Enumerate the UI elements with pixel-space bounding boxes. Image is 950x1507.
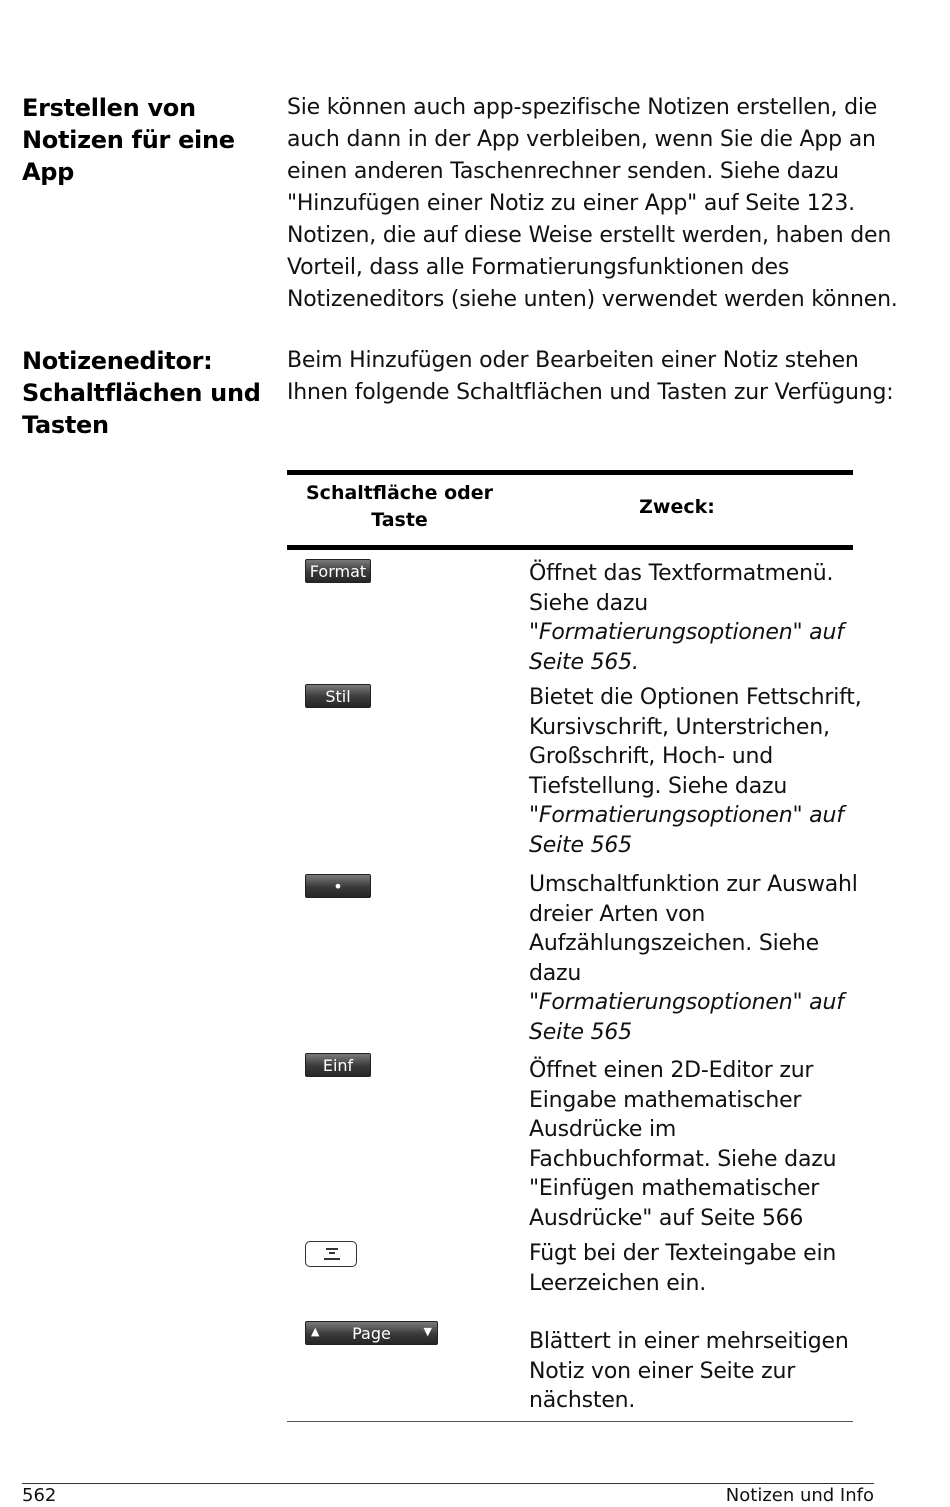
section-heading [22, 345, 272, 441]
format-key-cell [305, 559, 371, 583]
section-body [287, 92, 898, 316]
desc-link-line: Seite 565 [529, 832, 632, 858]
table-header-rule [287, 545, 853, 550]
desc-line: Öffnet das Textformatmenü. [529, 561, 834, 586]
insert-key-cell [305, 1053, 371, 1077]
body-line: Notizeneditors (siehe unten) verwendet werden können. [287, 287, 898, 312]
page-softkey[interactable] [305, 1321, 438, 1345]
body-line: Sie können auch app-spezifische Notizen erstellen, die [287, 95, 878, 120]
row-description [529, 559, 849, 677]
desc-link-line: "Formatierungsoptionen" auf [529, 620, 844, 645]
heading-line: Schaltflächen und [22, 379, 261, 407]
desc-line: Kursivschrift, Unterstrichen, [529, 714, 830, 740]
table-header-purpose: Zweck: [639, 496, 715, 518]
desc-line: Siehe dazu [529, 590, 649, 616]
style-softkey[interactable]: Stil [305, 684, 371, 708]
heading-line: Notizeneditor: [22, 347, 213, 375]
desc-line: Bietet die Optionen Fettschrift, [529, 685, 862, 710]
space-key-glyph [329, 1252, 335, 1254]
bullet-softkey[interactable]: • [305, 874, 371, 898]
page-key-cell [305, 1321, 438, 1345]
space-key-glyph [326, 1248, 338, 1250]
section-heading [22, 92, 272, 188]
desc-link-line: Seite 565 [529, 1019, 632, 1045]
row-description [529, 1239, 849, 1298]
desc-line: Umschaltfunktion zur Auswahl [529, 872, 858, 897]
page-softkey-label: Page [352, 1324, 391, 1343]
desc-line: Eingabe mathematischer [529, 1087, 802, 1113]
desc-link-line: "Formatierungsoptionen" auf [529, 803, 844, 828]
desc-line: "Einfügen mathematischer [529, 1176, 820, 1201]
format-softkey[interactable]: Format [305, 559, 371, 583]
row-description [529, 870, 858, 1047]
table-bottom-rule [287, 1421, 853, 1422]
desc-line: Fügt bei der Texteingabe ein [529, 1241, 837, 1266]
header-line: Taste [371, 509, 428, 531]
space-key[interactable] [305, 1241, 357, 1267]
heading-line: App [22, 158, 75, 186]
desc-line: Ausdrücke im [529, 1117, 677, 1142]
desc-link-line: Seite 565. [529, 649, 639, 675]
desc-line: Großschrift, Hoch- und [529, 744, 773, 769]
desc-line: Leerzeichen ein. [529, 1270, 707, 1296]
desc-line: Aufzählungszeichen. Siehe [529, 931, 819, 956]
desc-line: Notiz von einer Seite zur [529, 1358, 796, 1384]
space-key-glyph [324, 1258, 340, 1260]
desc-line: dazu [529, 960, 582, 986]
desc-line: Fachbuchformat. Siehe dazu [529, 1146, 837, 1172]
desc-link-line: "Formatierungsoptionen" auf [529, 990, 844, 1015]
row-description [529, 683, 862, 860]
header-line: Schaltfläche oder [306, 482, 493, 504]
row-description [529, 1056, 849, 1233]
body-line: einen anderen Taschenrechner senden. Siehe dazu [287, 159, 839, 184]
body-line: "Hinzufügen einer Notiz zu einer App" auf Seite 123. [287, 191, 855, 216]
footer-rule [22, 1483, 874, 1484]
desc-line: Blättert in einer mehrseitigen [529, 1329, 849, 1354]
body-line: Ihnen folgende Schaltflächen und Tasten zur Verfügung: [287, 380, 894, 405]
desc-line: Ausdrücke" auf Seite 566 [529, 1205, 804, 1231]
section-body [287, 345, 894, 409]
table-header-key [297, 480, 502, 534]
heading-line: Erstellen von [22, 94, 196, 122]
bullet-key-cell [305, 874, 371, 898]
heading-line: Notizen für eine [22, 126, 235, 154]
body-line: Notizen, die auf diese Weise erstellt werden, haben den [287, 223, 892, 248]
page-down-arrow-icon: ▼ [423, 1325, 432, 1338]
body-line: Beim Hinzufügen oder Bearbeiten einer Notiz stehen [287, 348, 859, 373]
row-description [529, 1327, 849, 1416]
desc-line: Öffnet einen 2D-Editor zur [529, 1058, 814, 1083]
chapter-title: Notizen und Info [725, 1485, 874, 1506]
heading-line: Tasten [22, 411, 109, 439]
style-key-cell [305, 684, 371, 708]
insert-softkey[interactable]: Einf [305, 1053, 371, 1077]
space-key-cell [305, 1241, 357, 1271]
desc-line: nächsten. [529, 1388, 636, 1413]
page-number: 562 [22, 1485, 57, 1506]
body-line: auch dann in der App verbleiben, wenn Sie die App an [287, 127, 876, 152]
table-top-rule [287, 470, 853, 475]
desc-line: dreier Arten von [529, 901, 706, 927]
desc-line: Tiefstellung. Siehe dazu [529, 773, 788, 799]
body-line: Vorteil, dass alle Formatierungsfunktionen des [287, 255, 790, 280]
page-up-arrow-icon: ▲ [311, 1325, 320, 1338]
